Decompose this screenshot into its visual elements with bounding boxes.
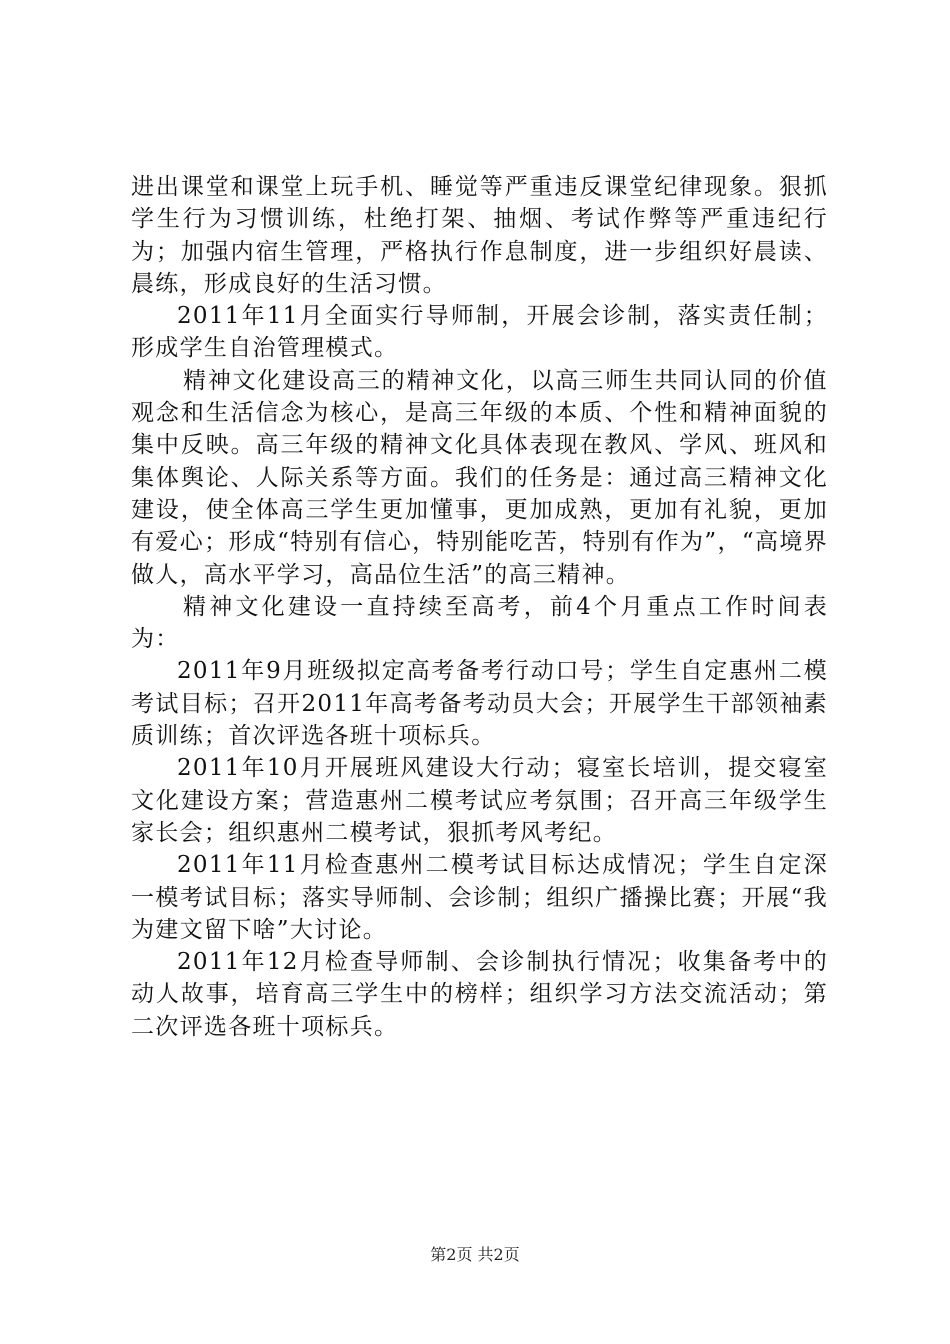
paragraph-november: 2011年11月检查惠州二模考试目标达成情况；学生自定深一模考试目标；落实导师制、会诊制；组织广播操比赛；开展“我为建文留下啥”大讨论。 — [131, 852, 828, 943]
paragraph-continuation: 进出课堂和课堂上玩手机、睡觉等严重违反课堂纪律现象。狠抓学生行为习惯训练，杜绝打架、抽烟、考试作弊等严重违纪行为；加强内宿生管理，严格执行作息制度，进一步组织好晨读、晨练，形成良好的生活习惯。 — [131, 174, 828, 297]
paragraph-december: 2011年12月检查导师制、会诊制执行情况；收集备考中的动人故事，培育高三学生中的榜样；组织学习方法交流活动；第二次评选各班十项标兵。 — [131, 949, 828, 1040]
paragraph-october: 2011年10月开展班风建设大行动；寝室长培训，提交寝室文化建设方案；营造惠州二模考试应考氛围；召开高三年级学生家长会；组织惠州二模考试，狠抓考风考纪。 — [131, 755, 828, 846]
paragraph-mentor-system: 2011年11月全面实行导师制，开展会诊制，落实责任制；形成学生自治管理模式。 — [131, 303, 828, 362]
paragraph-spiritual-culture: 精神文化建设高三的精神文化，以高三师生共同认同的价值观念和生活信念为核心，是高三年级的本质、个性和精神面貌的集中反映。高三年级的精神文化具体表现在教风、学风、班风和集体舆论、人际关系等方面。我们的任务是：通过高三精神文化建设，使全体高三学生更加懂事，更加成熟，更加有礼貌，更加有爱心；形成“特别有信心，特别能吃苦，特别有作为”，“高境界做人，高水平学习，高品位生活”的高三精神。 — [131, 367, 828, 588]
paragraph-september: 2011年9月班级拟定高考备考行动口号；学生自定惠州二模考试目标；召开2011年高考备考动员大会；开展学生干部领袖素质训练；首次评选各班十项标兵。 — [131, 658, 828, 750]
document-body — [131, 171, 828, 1043]
page-footer: 第2页 共2页 — [430, 1245, 520, 1264]
paragraph-schedule-intro: 精神文化建设一直持续至高考，前4个月重点工作时间表为： — [131, 593, 828, 653]
